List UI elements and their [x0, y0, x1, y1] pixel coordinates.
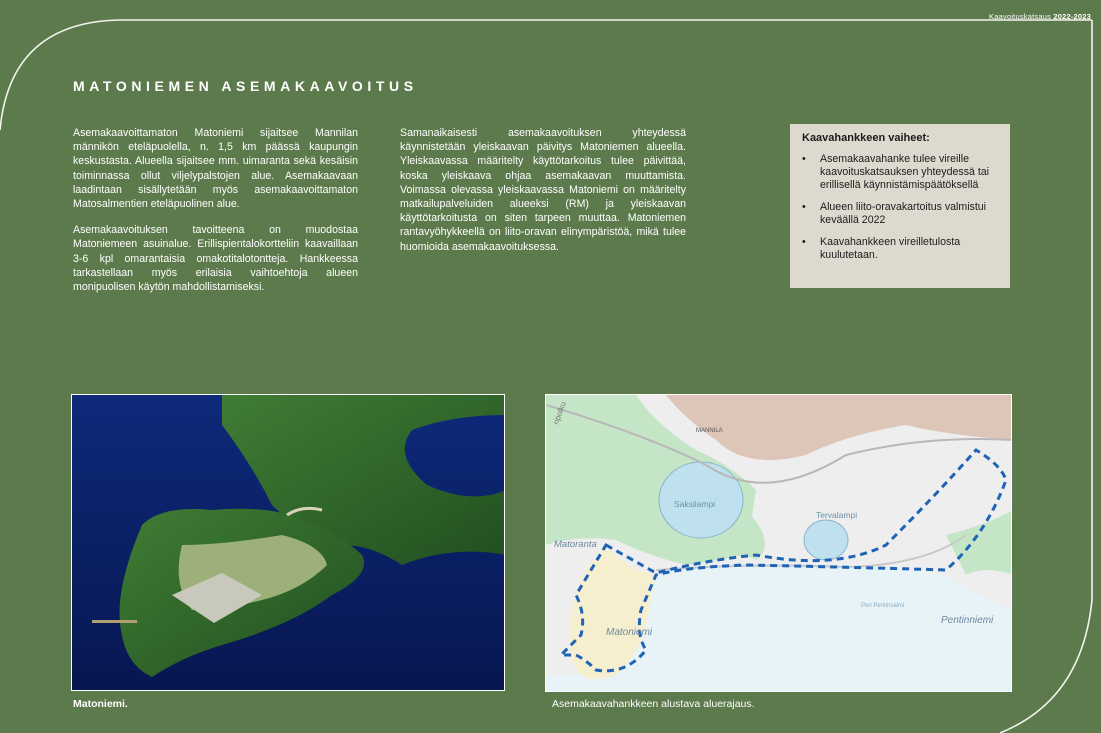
publication-years: 2022-2023 [1053, 12, 1091, 21]
map-label-saksilampi: Saksilampi [674, 499, 716, 509]
text-column-left [73, 126, 358, 306]
plan-area-map [545, 394, 1012, 692]
phase-item: • Kaavahankkeen vireilletulosta kuulutetaan. [802, 236, 1000, 262]
paragraph: Samanaikaisesti asemakaavoituksen yhteydessä käynnistetään yleiskaavan päivitys Matoniemen alueella. Yleiskaavassa määritelty käyttötarkoitus tulee päivittää, koska yleiskaava ohjaa asemakaavan muuttamista. Voimassa olevassa yleiskaavassa Matoniemi on määritelty matkailupalveluiden alueeksi (RM) ja yleiskaavan käyttötarkoitusta on siten tarpeen muuttaa. Matoniemen rantavyöhykkeellä on liito-oravan elinympäristöä, mikä tulee huomioida asemakaavoituksessa. [400, 127, 686, 253]
phases-heading: Kaavahankkeen vaiheet: [802, 132, 930, 144]
map-label-matoniemi: Matoniemi [606, 627, 653, 638]
publication-name: Kaavoituskatsaus [989, 12, 1052, 21]
map-label-pentinniemi: Pentinniemi [941, 615, 994, 626]
map-label-peri-pentinsalmi: Peri Pentinsalmi [861, 603, 905, 609]
plan-phases-box [790, 124, 1010, 288]
map-caption: Asemakaavahankkeen alustava aluerajaus. [552, 698, 755, 710]
phase-item: • Alueen liito-oravakartoitus valmistui keväällä 2022 [802, 201, 1000, 227]
page-title: MATONIEMEN ASEMAKAAVOITUS [73, 78, 418, 94]
text-column-middle [400, 126, 686, 266]
aerial-photo-illustration [72, 395, 505, 691]
map-illustration [546, 395, 1012, 692]
map-label-ripolku: ripolku [551, 400, 568, 426]
phase-item: • Asemakaavahanke tulee vireille kaavoituskatsauksen yhteydessä tai erillisellä käynnistämispäätöksellä [802, 153, 1000, 192]
aerial-photo [71, 394, 505, 691]
map-label-matoranta: Matoranta [554, 539, 597, 550]
publication-header [989, 12, 1091, 21]
paragraph: Asemakaavoituksen tavoitteena on muodostaa Matoniemeen asuinalue. Erillispientalokortteliin kaavaillaan 3-6 kpl omarantaisia omakotitalotontteja. Hankkeessa tarkastellaan myös erilaisia vaihtoehtoja alueen monipuolisen käytön mahdollistamiseksi. [73, 224, 358, 294]
map-label-mannila: MANNILA [696, 428, 723, 434]
phases-list [802, 153, 1000, 262]
paragraph: Asemakaavoittamaton Matoniemi sijaitsee Mannilan männikön eteläpuolella, n. 1,5 km päässä kaupungin keskustasta. Alueella sijaitsee mm. uimaranta sekä kesäisin toiminnassa ollut viljelypalstojen alue. Asemakaavaan laadintaan sisällytetään myös asemakaavoittamaton Matosalmentien eteläpuolinen alue. [73, 127, 358, 211]
photo-caption: Matoniemi. [73, 698, 128, 710]
map-label-tervalampi: Tervalampi [816, 510, 858, 520]
